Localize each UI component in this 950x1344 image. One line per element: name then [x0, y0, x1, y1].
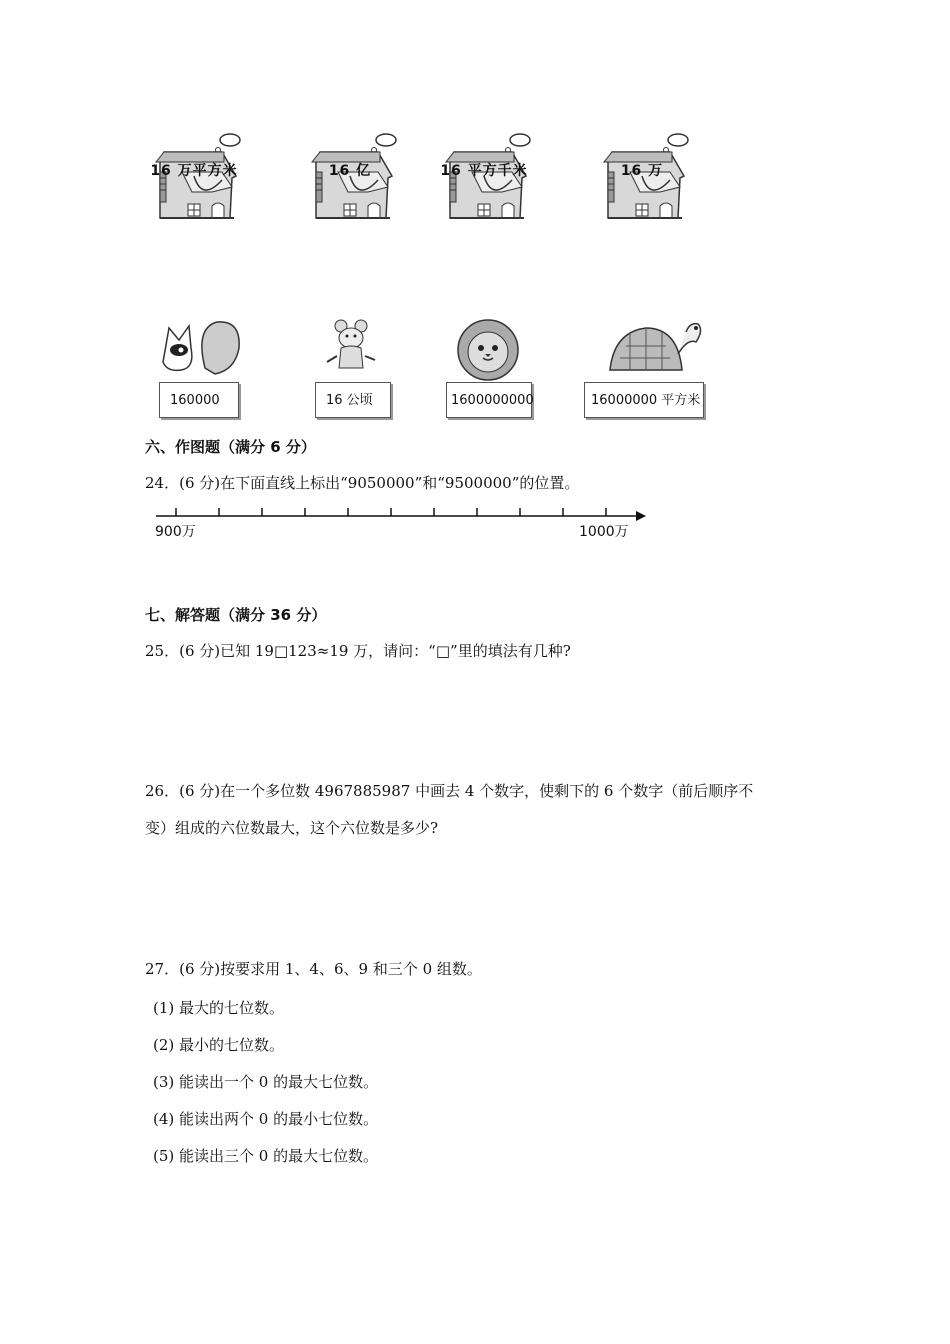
- animal-mouse: [311, 318, 441, 418]
- animal-turtle: [580, 318, 710, 418]
- animal-squirrel: [155, 318, 285, 418]
- number-line-end-label: 1000万: [579, 524, 629, 540]
- animal-sign: 16 公顷: [315, 382, 391, 418]
- house-label: 16 万: [620, 163, 664, 179]
- animal-sign: 1600000000: [446, 382, 532, 418]
- house-label: 16 平方千米: [440, 163, 528, 179]
- animal-lion: [440, 318, 570, 418]
- house-label: 16 万平方米: [150, 163, 238, 179]
- house-4: [600, 132, 700, 232]
- question-27-item-3: (3) 能读出一个 0 的最大七位数。: [153, 1073, 379, 1091]
- lion-icon: [450, 318, 540, 382]
- question-27-item-1: (1) 最大的七位数。: [153, 999, 285, 1017]
- mouse-icon: [323, 318, 393, 378]
- animal-sign: 16000000 平方米: [584, 382, 704, 418]
- animal-sign: 160000: [159, 382, 239, 418]
- house-label: 16 亿: [328, 163, 372, 179]
- question-27-item-5: (5) 能读出三个 0 的最大七位数。: [153, 1147, 379, 1165]
- house-3: [442, 132, 542, 232]
- question-27-text: 27．(6 分)按要求用 1、4、6、9 和三个 0 组数。: [145, 960, 482, 978]
- house-1: [152, 132, 252, 232]
- section-7-title: 七、解答题（满分 36 分）: [145, 606, 327, 624]
- house-2: [308, 132, 408, 232]
- turtle-icon: [600, 318, 720, 378]
- number-line-start-label: 900万: [155, 524, 196, 540]
- question-26-line-1: 26．(6 分)在一个多位数 4967885987 中画去 4 个数字，使剩下的 6 个数字（前后顺序不: [145, 782, 754, 800]
- question-24-text: 24．(6 分)在下面直线上标出“9050000”和“9500000”的位置。: [145, 474, 580, 492]
- number-line: [150, 504, 650, 524]
- squirrel-icon: [155, 318, 255, 378]
- section-6-title: 六、作图题（满分 6 分）: [145, 438, 316, 456]
- question-27-item-2: (2) 最小的七位数。: [153, 1036, 285, 1054]
- question-27-item-4: (4) 能读出两个 0 的最小七位数。: [153, 1110, 379, 1128]
- question-25-text: 25．(6 分)已知 19□123≈19 万，请问：“□”里的填法有几种?: [145, 642, 571, 660]
- question-26-line-2: 变）组成的六位数最大，这个六位数是多少?: [145, 819, 439, 837]
